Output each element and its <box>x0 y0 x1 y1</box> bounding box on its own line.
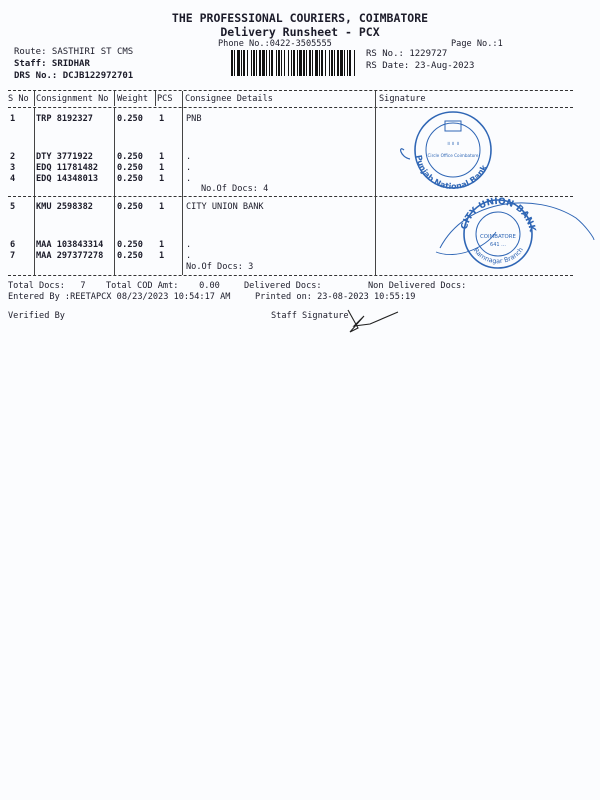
non-delivered-docs: Non Delivered Docs: <box>368 281 467 291</box>
group2-doc-count: No.Of Docs: 3 <box>186 262 254 272</box>
entered-by: Entered By :REETAPCX 08/23/2023 10:54:17 AM <box>8 292 231 302</box>
svg-text:CITY UNION BANK: CITY UNION BANK <box>459 196 537 234</box>
col-weight-header: Weight <box>117 94 149 104</box>
col-pcs-header: PCS <box>157 94 173 104</box>
staff-signature-label: Staff Signature <box>271 311 349 321</box>
city-union-bank-stamp <box>426 188 596 274</box>
barcode <box>231 50 357 76</box>
rs-date: RS Date: 23-Aug-2023 <box>366 61 475 71</box>
company-name: THE PROFESSIONAL COURIERS, COIMBATORE <box>171 11 429 25</box>
route-label: Route: SASTHIRI ST CMS <box>14 47 134 57</box>
table-bottom-rule <box>8 275 573 276</box>
delivered-docs: Delivered Docs: <box>244 281 322 291</box>
verified-by: Verified By <box>8 311 65 321</box>
document-title: Delivery Runsheet - PCX <box>220 25 380 39</box>
phone-number: Phone No.:0422-3505555 <box>218 39 332 49</box>
total-cod: Total COD Amt: 0.00 <box>106 281 220 291</box>
punjab-national-bank-stamp <box>398 105 508 195</box>
svg-text:COIMBATORE: COIMBATORE <box>480 234 516 240</box>
col-sno-header: S No <box>8 94 29 104</box>
printed-on: Printed on: 23-08-2023 10:55:19 <box>255 292 416 302</box>
total-docs: Total Docs: 7 <box>8 281 86 291</box>
svg-text:641 ...: 641 ... <box>490 242 506 248</box>
svg-text:Punjab National Bank: Punjab National Bank <box>414 154 489 192</box>
col-consignee-header: Consignee Details <box>185 94 273 104</box>
page-number: Page No.:1 <box>451 39 503 49</box>
drs-number: DRS No.: DCJB122972701 <box>14 71 134 81</box>
group1-doc-count: No.Of Docs: 4 <box>201 184 269 194</box>
svg-text:Ramnagar Branch: Ramnagar Branch <box>471 245 525 266</box>
rs-number: RS No.: 1229727 <box>366 49 448 59</box>
svg-text:Circle Office Coimbatore: Circle Office Coimbatore <box>427 153 479 158</box>
col-consignment-header: Consignment No <box>36 94 109 104</box>
svg-text:॥ ॥ ॥: ॥ ॥ ॥ <box>446 141 460 147</box>
table-top-rule <box>8 90 573 91</box>
col-signature-header: Signature <box>379 94 426 104</box>
staff-label: Staff: SRIDHAR <box>14 59 90 69</box>
staff-signature-scribble <box>340 302 410 338</box>
